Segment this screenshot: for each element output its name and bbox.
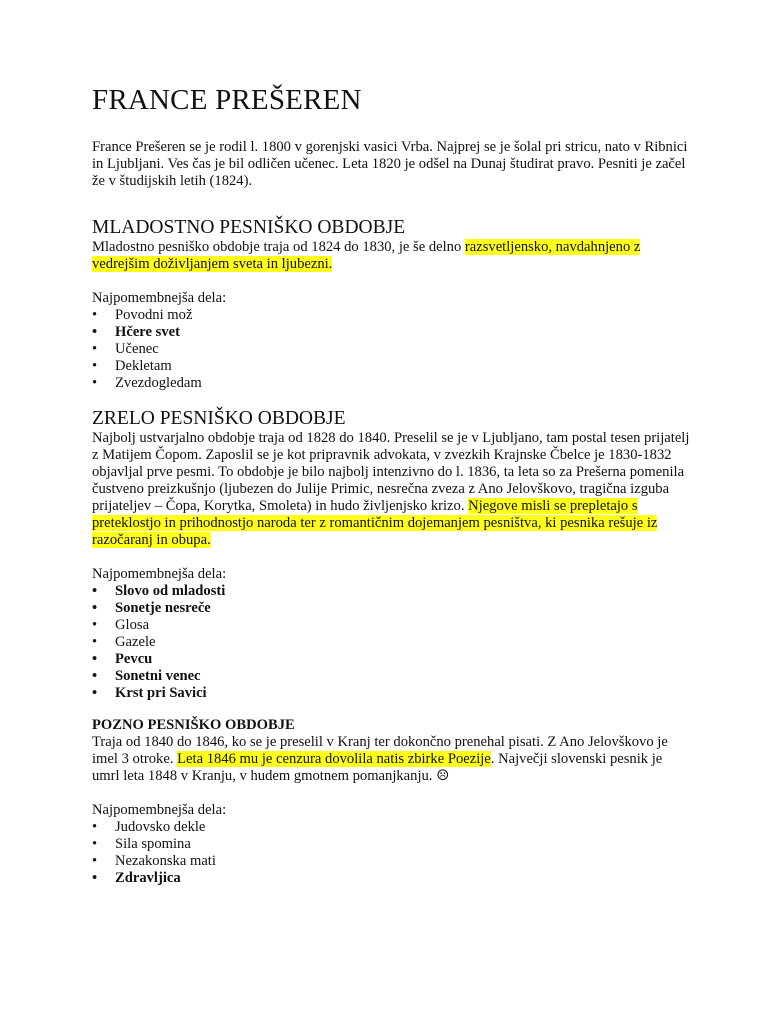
work-list-item: • Zvezdogledam: [92, 375, 692, 392]
section2-works-label: Najpomembnejša dela:: [92, 566, 227, 582]
section1-works-label: Najpomembnejša dela:: [92, 290, 227, 306]
work-list-item: • Zdravljica: [92, 870, 692, 887]
section1-text: Mladostno pesniško obdobje traja od 1824 do 1830, je še delno: [92, 239, 465, 255]
section3-paragraph: [92, 734, 692, 785]
section2-works-list: [92, 583, 692, 702]
work-list-item: • Dekletam: [92, 358, 692, 375]
work-list-item: • Pevcu: [92, 651, 692, 668]
work-list-item: • Sonetje nesreče: [92, 600, 692, 617]
document-title: FRANCE PREŠEREN: [92, 84, 362, 116]
section3-works-label: Najpomembnejša dela:: [92, 802, 227, 818]
section1-heading: MLADOSTNO PESNIŠKO OBDOBJE: [92, 217, 406, 238]
section1-paragraph: [92, 239, 692, 273]
work-list-item: • Glosa: [92, 617, 692, 634]
section1-works-list: [92, 307, 692, 392]
work-list-item: • Sonetni venec: [92, 668, 692, 685]
work-list-item: • Sila spomina: [92, 836, 692, 853]
section2-text: Najbolj ustvarjalno obdobje traja od 1828 do 1840. Preselil se je v Ljubljano, tam postal tesen prijatelj z Matijem Čopom. Zaposlil se je kot pripravnik advokata, v zvezkih Krajnske Čbelce je 1830-1832 objavljal prve pesmi. To obdobje je bilo najbolj intenzivno do l. 1836, ta leta so za Prešerna pomenila čustveno preizkušnjo (ljubezen do Julije Primic, nesrečna zveza z Ano Jelovškovo, tragična izguba prijateljev – Čopa, Korytka, Smoleta) in hudo življenjsko krizo.: [92, 430, 690, 514]
section3-text-before: Traja od 1840 do 1846, ko se je preselil v Kranj ter dokončno prenehal pisati. Z Ano Jelovškovo je imel 3 otroke.: [92, 734, 668, 767]
work-list-item: • Judovsko dekle: [92, 819, 692, 836]
intro-paragraph: France Prešeren se je rodil l. 1800 v gorenjski vasici Vrba. Najprej se je šolal pri stricu, nato v Ribnici in Ljubljani. Ves čas je bil odličen učenec. Leta 1820 je odšel na Dunaj študirat pravo. Pesniti je začel že v študijskih letih (1824).: [92, 139, 688, 189]
section2-heading: ZRELO PESNIŠKO OBDOBJE: [92, 408, 346, 429]
work-list-item: • Hčere svet: [92, 324, 692, 341]
section2-highlight: Njegove misli se prepletajo s preteklostjo in prihodnostjo naroda ter z romantičnim dojemanjem pesništva, ki pesnika rešuje iz razočaranj in obupa.: [92, 498, 658, 548]
section1-highlight: razsvetljensko, navdahnjeno z vedrejšim doživljanjem sveta in ljubezni.: [92, 239, 641, 272]
work-list-item: • Slovo od mladosti: [92, 583, 692, 600]
work-list-item: • Nezakonska mati: [92, 853, 692, 870]
work-list-item: • Učenec: [92, 341, 692, 358]
section3-works-list: [92, 819, 692, 887]
section2-paragraph: [92, 430, 692, 549]
section3-heading: POZNO PESNIŠKO OBDOBJE: [92, 717, 295, 733]
work-list-item: • Krst pri Savici: [92, 685, 692, 702]
section3-highlight: Leta 1846 mu je cenzura dovolila natis zbirke Poezije: [177, 751, 491, 767]
work-list-item: • Povodni mož: [92, 307, 692, 324]
work-list-item: • Gazele: [92, 634, 692, 651]
section3-text-after: . Največji slovenski pesnik je umrl leta 1848 v Kranju, v hudem gmotnem pomanjkanju. ☹: [92, 751, 663, 784]
